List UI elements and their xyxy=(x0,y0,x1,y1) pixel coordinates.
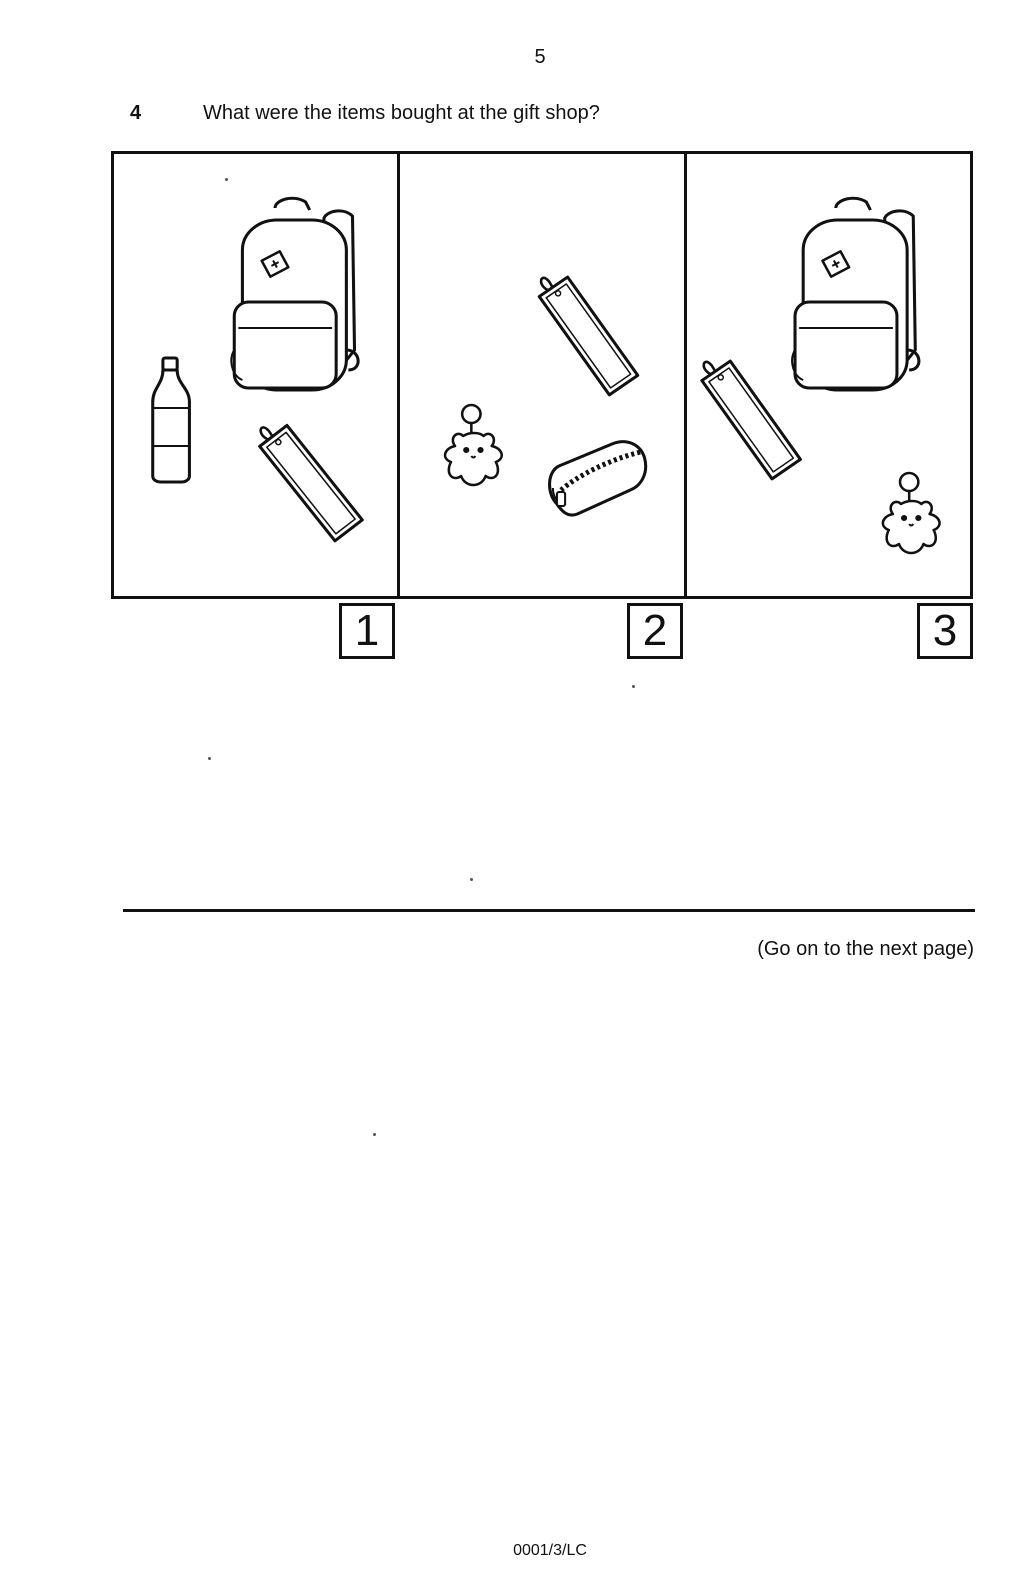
scan-speck xyxy=(470,878,473,881)
footer-code: 0001/3/LC xyxy=(513,1542,587,1559)
bear-keychain-icon xyxy=(445,405,502,485)
option-panel-3[interactable] xyxy=(684,154,970,596)
divider-line xyxy=(123,909,975,912)
scan-speck xyxy=(373,1133,376,1136)
page-number: 5 xyxy=(534,46,546,68)
bear-keychain-icon xyxy=(883,473,940,553)
option-panel-1[interactable] xyxy=(114,154,397,596)
backpack-icon xyxy=(231,198,358,390)
answer-options xyxy=(111,151,973,599)
scan-speck xyxy=(208,757,211,760)
pencil-case-icon xyxy=(550,442,646,515)
continue-note: (Go on to the next page) xyxy=(757,938,974,960)
scan-speck xyxy=(632,685,635,688)
option-label-1[interactable]: 1 xyxy=(339,603,395,659)
bookmark-icon xyxy=(251,415,362,541)
bookmark-icon xyxy=(532,266,638,395)
option-label-3[interactable]: 3 xyxy=(917,603,973,659)
backpack-icon xyxy=(792,198,919,390)
bookmark-icon xyxy=(694,350,800,479)
question-number: 4 xyxy=(130,102,142,124)
option-label-2[interactable]: 2 xyxy=(627,603,683,659)
question-text: What were the items bought at the gift shop? xyxy=(203,102,600,124)
water-bottle-icon xyxy=(153,358,190,482)
option-panel-2[interactable] xyxy=(397,154,683,596)
scan-speck xyxy=(225,178,228,181)
